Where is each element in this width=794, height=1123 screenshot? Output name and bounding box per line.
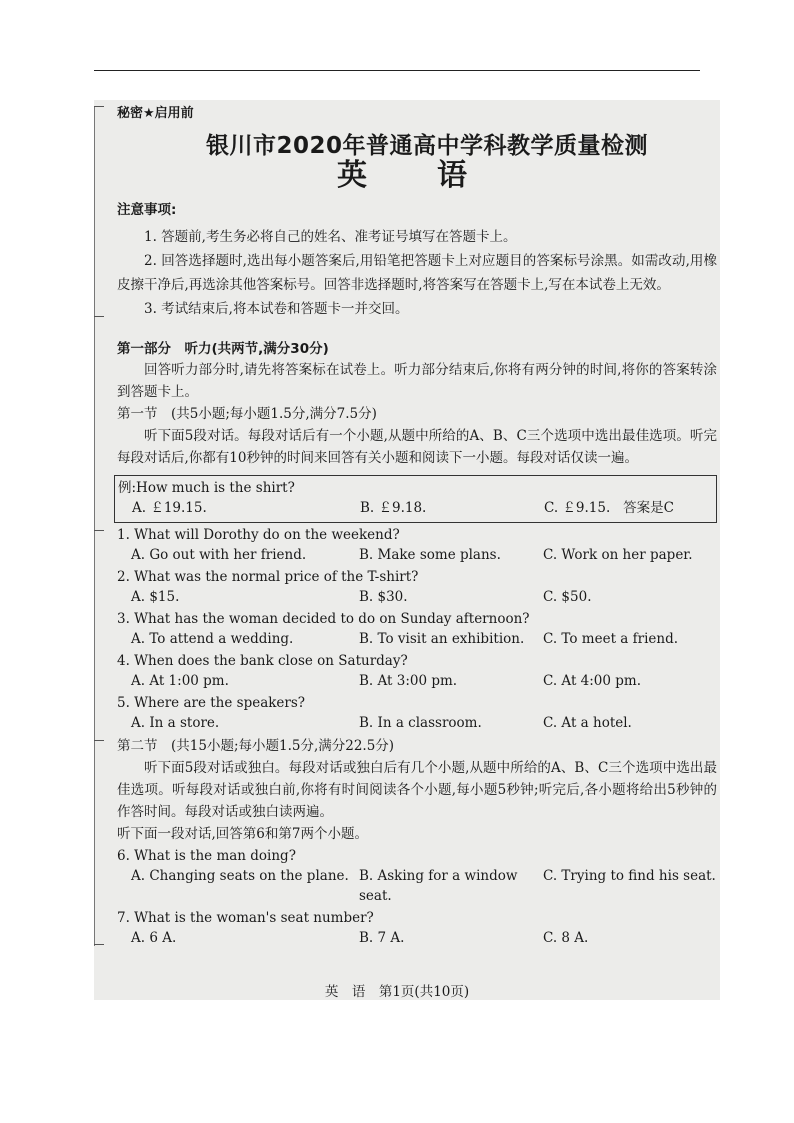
- option-c: C. To meet a friend.: [543, 631, 679, 647]
- option-c: [544, 498, 710, 518]
- option-c-text: C. ￡9.15.: [544, 500, 611, 516]
- question: 4. When does the bank close on Saturday?: [117, 653, 408, 669]
- option-c: C. $50.: [543, 589, 592, 605]
- option-b: B. In a classroom.: [359, 715, 482, 731]
- example-answer: 答案是C: [623, 500, 674, 516]
- option-b: B. Make some plans.: [359, 547, 501, 563]
- option-a: A. To attend a wedding.: [131, 631, 294, 647]
- question-options: [117, 713, 717, 733]
- example-options: [118, 498, 710, 518]
- option-b: B. At 3:00 pm.: [359, 673, 458, 689]
- option-c: C. At 4:00 pm.: [543, 673, 642, 689]
- option-c: C. Work on her paper.: [543, 547, 693, 563]
- question-options: [117, 587, 717, 607]
- option-a: A. In a store.: [131, 715, 220, 731]
- option-c: C. Trying to find his seat.: [543, 868, 716, 884]
- section2-lead: 听下面一段对话,回答第6和第7两个小题。: [117, 826, 368, 842]
- exam-content: [117, 104, 717, 950]
- binding-margin-line: [94, 106, 95, 946]
- option-b: B. 7 A.: [359, 930, 405, 946]
- question: 6. What is the man doing?: [117, 848, 296, 864]
- part1-intro: 回答听力部分时,请先将答案标在试卷上。听力部分结束后,你将有两分钟的时间,将你的答案转涂到答题卡上。: [117, 362, 717, 400]
- option-b: B. Asking for a window seat.: [359, 868, 518, 904]
- question-options: [117, 545, 717, 565]
- example-box: [114, 475, 717, 523]
- exam-title: 银川市2020年普通高中学科教学质量检测: [205, 133, 648, 159]
- subject-title: 英语: [337, 158, 537, 193]
- option-b: B. $30.: [359, 589, 408, 605]
- question: 2. What was the normal price of the T-shirt?: [117, 569, 419, 585]
- option-a: A. $15.: [131, 589, 180, 605]
- notice-heading: 注意事项:: [117, 202, 177, 218]
- question-options: [117, 928, 717, 948]
- section2-intro: 听下面5段对话或独白。每段对话或独白后有几个小题,从题中所给的A、B、C三个选项中选出最佳选项。听每段对话或独白前,你将有时间阅读各个小题,每小题5秒钟;听完后,各小题将给出5秒钟的作答时间。每段对话或独白读两遍。: [117, 760, 717, 820]
- question: 3. What has the woman decided to do on Sunday afternoon?: [117, 611, 530, 627]
- part1-heading: 第一部分 听力(共两节,满分30分): [117, 341, 329, 357]
- section2-heading: 第二节 (共15小题;每小题1.5分,满分22.5分): [117, 738, 395, 754]
- question-list-section1: [117, 525, 717, 733]
- option-a: A. Changing seats on the plane.: [131, 868, 349, 884]
- margin-tick: [94, 316, 104, 317]
- option-a: A. Go out with her friend.: [131, 547, 307, 563]
- top-rule: [94, 70, 700, 71]
- notice-item: 2. 回答选择题时,选出每小题答案后,用铅笔把答题卡上对应题目的答案标号涂黑。如需改动,用橡皮擦干净后,再选涂其他答案标号。回答非选择题时,将答案写在答题卡上,写在本试卷上无效。: [117, 253, 717, 293]
- option-c: C. 8 A.: [543, 930, 589, 946]
- notice-item: 1. 答题前,考生务必将自己的姓名、准考证号填写在答题卡上。: [144, 229, 517, 245]
- option-b: B. To visit an exhibition.: [359, 631, 525, 647]
- question: 5. Where are the speakers?: [117, 695, 306, 711]
- section1-intro: 听下面5段对话。每段对话后有一个小题,从题中所给的A、B、C三个选项中选出最佳选项。听完每段对话后,你都有10秒钟的时间来回答有关小题和阅读下一小题。每段对话仅读一遍。: [117, 428, 717, 466]
- notice-item: 3. 考试结束后,将本试卷和答题卡一并交回。: [144, 301, 409, 317]
- margin-tick: [94, 944, 104, 945]
- option-a: A. 6 A.: [131, 930, 177, 946]
- question-options: [117, 866, 717, 906]
- margin-tick: [94, 530, 104, 531]
- question: 1. What will Dorothy do on the weekend?: [117, 527, 400, 543]
- margin-tick: [94, 106, 104, 107]
- secret-label: 秘密★启用前: [117, 106, 194, 121]
- question-options: [117, 629, 717, 649]
- margin-tick: [94, 740, 104, 741]
- question-options: [117, 671, 717, 691]
- option-c: C. At a hotel.: [543, 715, 632, 731]
- option-b: B. ￡9.18.: [360, 500, 427, 516]
- example-question: 例:How much is the shirt?: [118, 480, 295, 496]
- section1-heading: 第一节 (共5小题;每小题1.5分,满分7.5分): [117, 406, 377, 422]
- option-a: A. At 1:00 pm.: [131, 673, 229, 689]
- question: 7. What is the woman's seat number?: [117, 910, 374, 926]
- question-list-section2: [117, 846, 717, 948]
- option-a: A. ￡19.15.: [132, 500, 207, 516]
- page-footer: 英 语 第1页(共10页): [324, 984, 470, 1000]
